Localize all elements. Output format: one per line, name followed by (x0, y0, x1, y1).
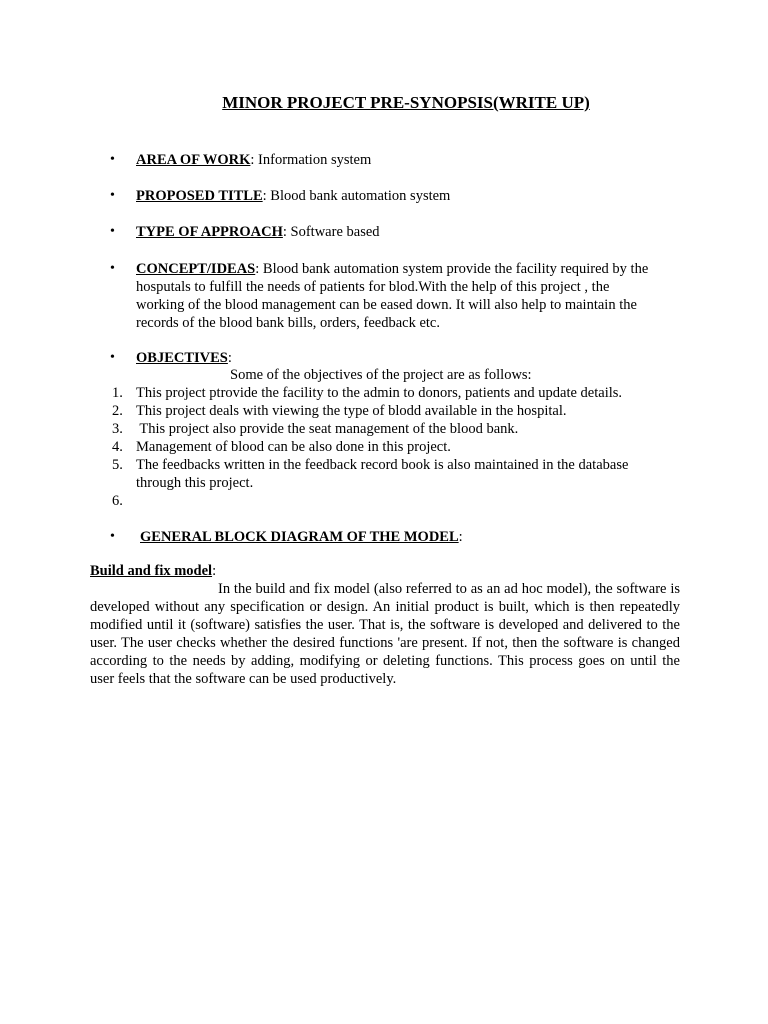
bullet-icon: • (110, 261, 115, 276)
proposed-title-item (110, 187, 680, 205)
list-item (110, 384, 670, 402)
list-item (110, 438, 670, 456)
objectives-item (110, 349, 680, 367)
build-and-fix-text: In the build and fix model (also referred to as an ad hoc model), the software is developed without any specification or design. An initial product is built, which is then repeatedly modified until it (software) satisfies the user. That is, the software is developed and delivered to the user. The user checks whether the desired functions 'are present. If not, then the software is changed according to the needs by adding, modifying or deleting functions. This process goes on until the user feels that the software can be used productively. (90, 581, 680, 687)
objectives-suffix: : (227, 350, 232, 366)
bullet-icon: • (110, 152, 115, 167)
type-of-approach-label: TYPE OF APPROACH (136, 224, 283, 240)
bullet-icon: • (110, 529, 115, 544)
list-item-text: This project also provide the seat management of the blood bank. (136, 421, 519, 437)
list-item-text: Management of blood can be also done in this project. (136, 439, 451, 455)
build-and-fix-label: Build and fix model (90, 563, 213, 579)
list-item-number: 5. (112, 457, 123, 473)
area-of-work-item (110, 151, 680, 169)
build-and-fix-section (90, 562, 680, 688)
type-of-approach-value: : Software based (282, 224, 380, 240)
list-item (110, 420, 670, 438)
concept-ideas-label: CONCEPT/IDEAS (136, 261, 256, 277)
page-title: MINOR PROJECT PRE-SYNOPSIS(WRITE UP) (222, 93, 590, 112)
build-and-fix-suffix: : (212, 563, 217, 579)
concept-ideas-item (110, 260, 650, 332)
list-item-number: 1. (112, 385, 123, 401)
block-diagram-label: GENERAL BLOCK DIAGRAM OF THE MODEL (140, 529, 459, 545)
proposed-title-value: : Blood bank automation system (262, 188, 451, 204)
bullet-icon: • (110, 188, 115, 203)
list-item-number: 4. (112, 439, 123, 455)
bullet-icon: • (110, 224, 115, 239)
objectives-list (110, 384, 670, 510)
concept-ideas-value: : Blood bank automation system provide the facility required by the hosputals to fulfill the needs of patients for blod.With the help of this project , the working of the blood management can be eased down. It will also help to maintain the records of the blood bank bills, orders, feedback etc. (136, 261, 649, 331)
list-item (110, 456, 656, 492)
list-item-number: 3. (112, 421, 123, 437)
type-of-approach-item (110, 223, 680, 241)
list-item-text: This project deals with viewing the type of blodd available in the hospital. (136, 403, 567, 419)
block-diagram-item (110, 528, 680, 546)
objectives-intro: Some of the objectives of the project are as follows: (230, 367, 532, 383)
bullet-icon: • (110, 350, 115, 365)
area-of-work-label: AREA OF WORK (136, 152, 251, 168)
list-item-text: This project ptrovide the facility to the admin to donors, patients and update details. (136, 385, 623, 401)
list-item-number: 6. (112, 493, 123, 509)
list-item-text: The feedbacks written in the feedback record book is also maintained in the database through this project. (136, 457, 629, 491)
objectives-label: OBJECTIVES (136, 350, 228, 366)
list-item-number: 2. (112, 403, 123, 419)
block-diagram-suffix: : (458, 529, 463, 545)
area-of-work-value: : Information system (250, 152, 372, 168)
proposed-title-label: PROPOSED TITLE (136, 188, 263, 204)
list-item (110, 492, 670, 510)
list-item (110, 402, 670, 420)
